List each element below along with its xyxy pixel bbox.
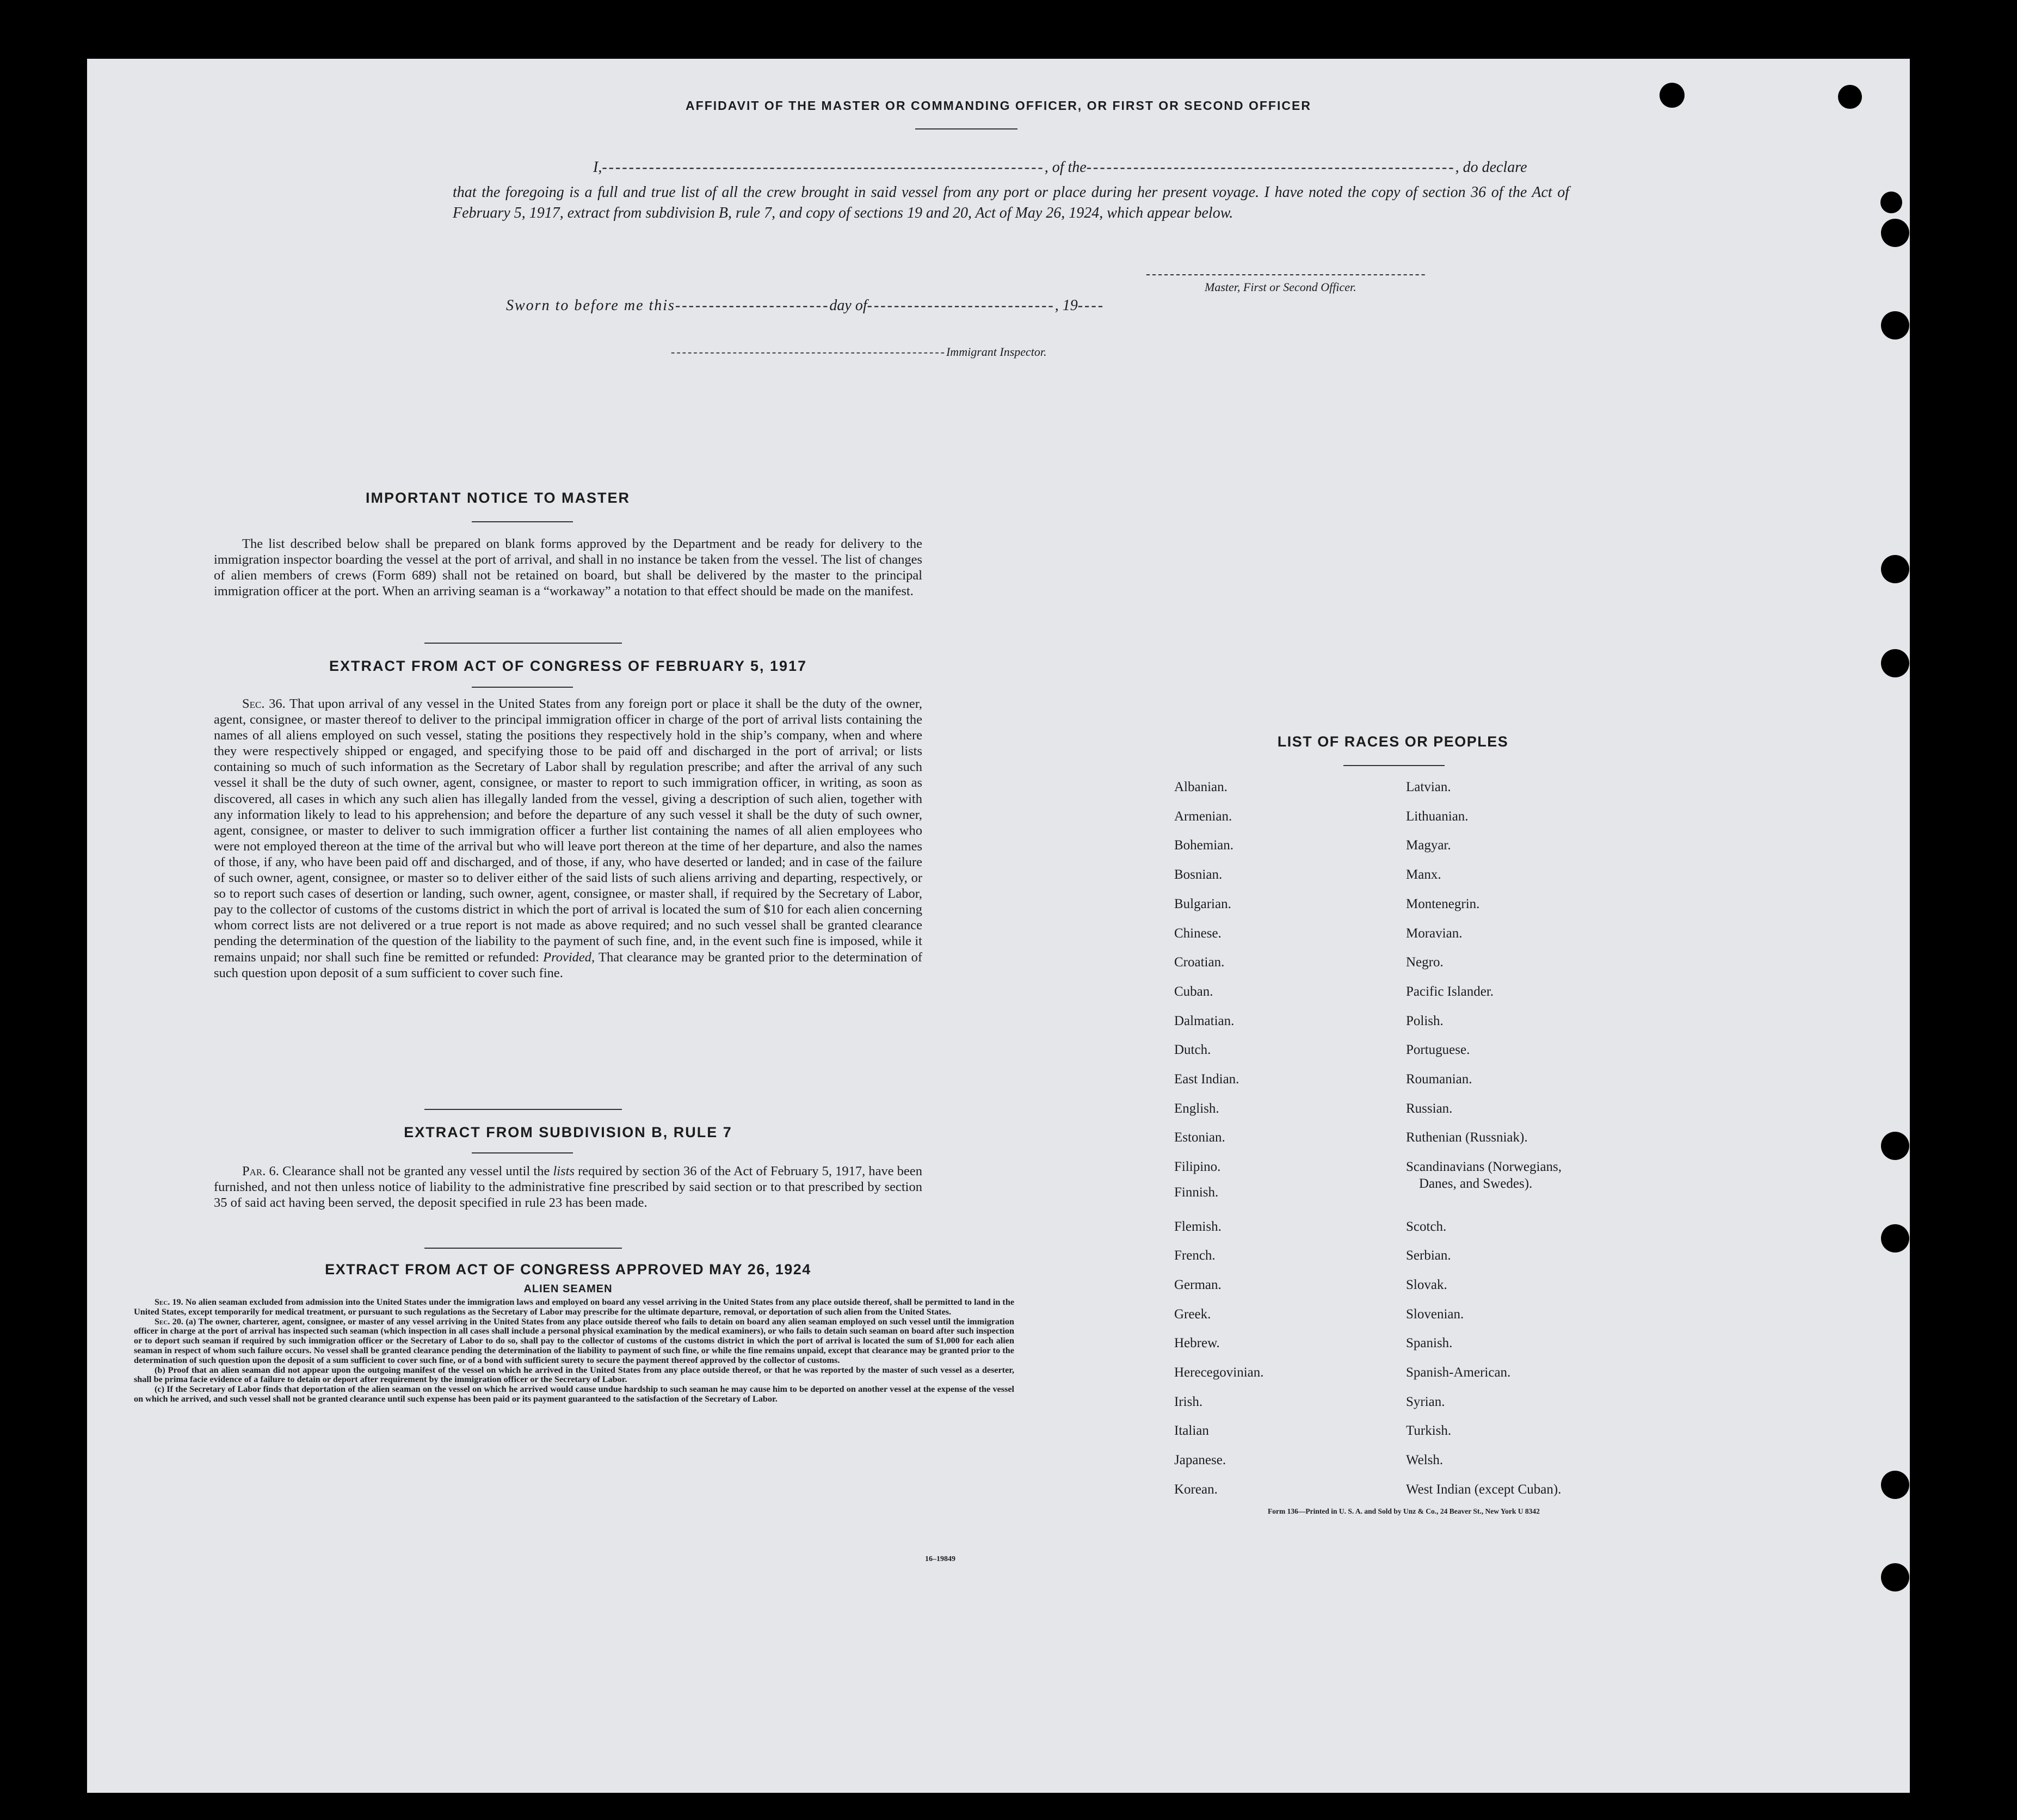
of-the-text: , of the bbox=[1044, 159, 1087, 176]
inspector-label: Immigrant Inspector. bbox=[946, 345, 1047, 359]
affidavit-declaration-line bbox=[503, 159, 1570, 176]
race-item: Scandinavians (Norwegians, bbox=[1406, 1159, 1562, 1175]
sworn-text: Sworn to before me this bbox=[506, 297, 675, 314]
race-item: Moravian. bbox=[1406, 926, 1463, 941]
binder-hole bbox=[1881, 649, 1909, 677]
race-item: Magyar. bbox=[1406, 838, 1451, 853]
race-item: Irish. bbox=[1174, 1394, 1203, 1409]
race-item: Greek. bbox=[1174, 1306, 1211, 1322]
race-item: Slovak. bbox=[1406, 1277, 1447, 1292]
sec-19-label: Sec. 19. bbox=[155, 1297, 183, 1307]
race-item: Flemish. bbox=[1174, 1219, 1222, 1234]
race-item: Estonian. bbox=[1174, 1130, 1225, 1145]
race-item: Montenegrin. bbox=[1406, 896, 1480, 911]
day-of-text: day of bbox=[829, 297, 867, 314]
inspector-line bbox=[671, 345, 1047, 359]
race-item: Serbian. bbox=[1406, 1248, 1451, 1263]
sec-20a-text: (a) The owner, charterer, agent, consignee, or master of any vessel arriving in the United States from any place outside thereof who fails to detain on board any alien seaman employed on such vessel until the immigration officer in charge at the port of arrival has inspected such seaman (which inspection in all cases shall include a personal physical examination by the medical examiners), or who fails to detain such seaman on board after such inspection or to deport such seaman if required by such immigration officer or the Secretary of Labor to do so, shall pay to the collector of customs of the customs district in which the port of arrival is located the sum of $1,000 for each alien seaman in respect of whom such failure occurs. No vessel shall be granted clearance pending the determination of the liability to payment of such fine, or while the fine remains unpaid, except that clearance may be granted prior to the determination of such question upon the deposit of a sum sufficient to cover such fine, or of a bond with sufficient surety to secure the payment thereof approved by the collector of customs. bbox=[134, 1316, 1015, 1365]
sec-20c-paragraph: (c) If the Secretary of Labor finds that deportation of the alien seaman on the vessel on which he arrived would cause undue hardship to such seaman he may cause him to be deported on another vessel at the expense of the vessel on which he arrived, and such vessel shall not be granted clearance until such expense has been paid or its payment guaranteed to the satisfaction of the Secretary of Labor. bbox=[134, 1384, 1014, 1404]
race-item: Spanish-American. bbox=[1406, 1365, 1511, 1380]
lists-word: lists bbox=[553, 1164, 575, 1179]
sworn-month-blank: ---------------------------- bbox=[867, 297, 1055, 314]
sworn-line bbox=[506, 297, 1105, 314]
form-number: 16–19849 bbox=[925, 1555, 955, 1563]
sec-19-text: No alien seaman excluded from admission into the United States under the immigration laws and employed on board any vessel arriving in the United States from any place outside thereof, shall be permitted to land in the United States, except temporarily for medical treatment, or pursuant to such regulations as the Secretary of Labor may prescribe for the ultimate departure, removal, or deportation of such alien from the United States. bbox=[134, 1297, 1015, 1317]
binder-hole bbox=[1881, 219, 1909, 247]
race-item: Negro. bbox=[1406, 955, 1444, 970]
signature-label: Master, First or Second Officer. bbox=[1205, 280, 1356, 294]
par-6-text-b: required by section 36 of the Act of February 5, 1917, have been furnished, and not then unless notice of liability to the administrative fine prescribed by said section or to that prescribed by section 35 of said act having been served, the deposit specified in rule 23 has been made. bbox=[214, 1164, 923, 1210]
section-divider bbox=[424, 643, 622, 644]
binder-hole bbox=[1880, 192, 1902, 213]
race-item: Bosnian. bbox=[1174, 867, 1223, 883]
race-item: Dutch. bbox=[1174, 1042, 1211, 1058]
signature-blank: ----------------------------------------------- bbox=[1146, 267, 1427, 281]
extract-1917-title: EXTRACT FROM ACT OF CONGRESS OF FEBRUARY 5, 1917 bbox=[329, 658, 807, 674]
printer-imprint: Form 136—Printed in U. S. A. and Sold by Unz & Co., 24 Beaver St., New York U 8342 bbox=[1268, 1507, 1540, 1515]
race-item: English. bbox=[1174, 1101, 1219, 1116]
races-title: LIST OF RACES OR PEOPLES bbox=[1277, 733, 1509, 750]
race-item: Slovenian. bbox=[1406, 1306, 1464, 1322]
par-6-label: Par. 6. bbox=[242, 1164, 279, 1179]
race-item: Filipino. bbox=[1174, 1159, 1221, 1175]
binder-hole bbox=[1881, 1132, 1909, 1160]
race-item: Croatian. bbox=[1174, 955, 1225, 970]
race-item: Hebrew. bbox=[1174, 1336, 1220, 1351]
alien-seamen-subtitle: ALIEN SEAMEN bbox=[523, 1283, 613, 1295]
race-item: Armenian. bbox=[1174, 809, 1232, 824]
race-item: Roumanian. bbox=[1406, 1072, 1472, 1087]
race-item: Scotch. bbox=[1406, 1219, 1447, 1234]
race-item: Manx. bbox=[1406, 867, 1441, 883]
race-item: Korean. bbox=[1174, 1482, 1218, 1497]
race-item: Pacific Islander. bbox=[1406, 984, 1494, 999]
sec-36-text: That upon arrival of any vessel in the United States from any foreign port or place it shall be the duty of the owner, agent, consignee, or master thereof to deliver to the principal immigration officer in charge of the port of arrival lists containing the names of all aliens employed on such vessel, stating the positions they respectively hold in the ship’s company, when and where they were respectively shipped or engaged, and specifying those to be paid off and discharged in the port of arrival; or lists containing so much of such information as the Secretary of Labor shall by regulation prescribe; and after the arrival of any such vessel it shall be the duty of such owner, agent, consignee, or master to report to such immigration officer, in writing, as soon as discovered, all cases in which any such alien has illegally landed from the vessel, giving a description of such alien, together with any information likely to lead to his apprehension; and before the departure of any such vessel it shall be the duty of such owner, agent, consignee, or master to deliver to such immigration officer a further list containing the names of all alien employees who were not employed thereon at the time of the arrival but who will leave port thereon at the time of her departure, and also the names of those, if any, who have been paid off and discharged, and of those, if any, who have deserted or landed; and in case of the failure of such owner, agent, consignee, or master so to deliver either of the said lists of such aliens arriving and departing, respectively, or so to report such cases of desertion or landing, such owner, agent, consignee, or master shall, if required by the Secretary of Labor, pay to the collector of customs of the customs district in which the port of arrival is located the sum of $10 for each alien concerning whom correct lists are not delivered or a true report is not made as above required; and no such vessel shall be granted clearance pending the determination of the question of the liability to the payment of such fine, and, in the event such fine is imposed, while it remains unpaid; nor shall such fine be remitted or refunded: bbox=[214, 696, 923, 965]
race-item: Finnish. bbox=[1174, 1185, 1219, 1200]
section-divider bbox=[424, 1248, 622, 1249]
sec-20-label: Sec. 20. bbox=[155, 1316, 183, 1327]
race-item: Cuban. bbox=[1174, 984, 1213, 999]
proviso-text: That clearance may be granted prior to the determination of such question upon deposit of a sum sufficient to cover such fine. bbox=[214, 949, 923, 980]
race-item: Lithuanian. bbox=[1406, 809, 1469, 824]
extract-1924-body bbox=[134, 1298, 1014, 1404]
race-item: Portuguese. bbox=[1406, 1042, 1470, 1058]
race-item: Bohemian. bbox=[1174, 838, 1234, 853]
race-item: Bulgarian. bbox=[1174, 896, 1231, 911]
notice-title-rule bbox=[472, 521, 573, 522]
race-item: Dalmatian. bbox=[1174, 1013, 1235, 1028]
notice-body: The list described below shall be prepared on blank forms approved by the Department and be ready for delivery to the immigration inspector boarding the vessel at the port of arrival, and shall in no instance be taken from the vessel. The list of changes of alien members of crews (Form 689) shall not be retained on board, but shall be delivered by the master to the principal immigration officer at the port. When an arriving seaman is a “workaway” a notation to that effect should be made on the manifest. bbox=[214, 536, 922, 599]
vessel-name-blank: ------------------------------------------------------- bbox=[1086, 159, 1455, 176]
year-prefix: , 19 bbox=[1054, 297, 1078, 314]
race-item: Spanish. bbox=[1406, 1336, 1453, 1351]
race-item: French. bbox=[1174, 1248, 1216, 1263]
race-item: Danes, and Swedes). bbox=[1419, 1176, 1533, 1192]
rule7-title: EXTRACT FROM SUBDIVISION B, RULE 7 bbox=[404, 1124, 732, 1140]
race-item: Welsh. bbox=[1406, 1453, 1444, 1468]
declarant-name-blank: ------------------------------------------------------------------ bbox=[602, 159, 1045, 176]
binder-hole bbox=[1660, 83, 1685, 108]
document-page bbox=[87, 59, 1910, 1793]
notice-title: IMPORTANT NOTICE TO MASTER bbox=[366, 490, 630, 506]
race-item: Russian. bbox=[1406, 1101, 1453, 1116]
binder-hole bbox=[1881, 555, 1909, 583]
race-item: German. bbox=[1174, 1277, 1222, 1292]
rule7-rule bbox=[472, 1152, 573, 1153]
race-item: Turkish. bbox=[1406, 1423, 1452, 1439]
race-item: Syrian. bbox=[1406, 1394, 1445, 1409]
section-divider bbox=[424, 1109, 622, 1110]
sec-19-paragraph bbox=[134, 1298, 1014, 1317]
par-6-text-a: Clearance shall not be granted any vessel until the bbox=[282, 1164, 550, 1179]
race-item: Herecegovinian. bbox=[1174, 1365, 1264, 1380]
do-declare-text: , do declare bbox=[1455, 159, 1527, 176]
binder-hole bbox=[1881, 1563, 1909, 1591]
extract-1917-body bbox=[214, 696, 922, 981]
rule7-body bbox=[214, 1163, 922, 1211]
race-item: East Indian. bbox=[1174, 1072, 1239, 1087]
title-underline bbox=[915, 128, 1017, 129]
race-item: Latvian. bbox=[1406, 780, 1451, 794]
race-item: Chinese. bbox=[1174, 926, 1222, 941]
extract-1917-rule bbox=[472, 687, 573, 688]
sec-20a-paragraph bbox=[134, 1317, 1014, 1366]
affidavit-title: AFFIDAVIT OF THE MASTER OR COMMANDING OFFICER, OR FIRST OR SECOND OFFICER bbox=[686, 98, 1311, 113]
sworn-day-blank: ----------------------- bbox=[675, 297, 830, 314]
binder-hole bbox=[1881, 1471, 1909, 1499]
declarant-prefix: I, bbox=[593, 159, 602, 176]
sec-20b-paragraph: (b) Proof that an alien seaman did not appear upon the outgoing manifest of the vessel on which he arrived in the United States from any place outside thereof, or that he was reported by the master of such vessel as a deserter, shall be prima facie evidence of a failure to detain or deport after requirement by the immigration officer or the Secretary of Labor. bbox=[134, 1365, 1014, 1385]
binder-hole bbox=[1881, 311, 1909, 340]
race-item: Ruthenian (Russniak). bbox=[1406, 1130, 1528, 1145]
proviso-word: Provided, bbox=[543, 949, 595, 965]
race-item: Albanian. bbox=[1174, 780, 1228, 794]
race-item: West Indian (except Cuban). bbox=[1406, 1482, 1562, 1497]
race-item: Japanese. bbox=[1174, 1453, 1226, 1468]
extract-1924-title: EXTRACT FROM ACT OF CONGRESS APPROVED MAY 26, 1924 bbox=[325, 1261, 811, 1278]
race-item: Polish. bbox=[1406, 1013, 1444, 1028]
inspector-blank: ------------------------------------------------- bbox=[671, 345, 946, 359]
year-blank: ---- bbox=[1077, 297, 1105, 314]
binder-hole bbox=[1881, 1224, 1909, 1253]
affidavit-body: that the foregoing is a full and true list of all the crew brought in said vessel from any port or place during her present voyage. I have noted the copy of section 36 of the Act of February 5, 1917, extract from subdivision B, rule 7, and copy of sections 19 and 20, Act of May 26, 1924, which appear below. bbox=[453, 184, 1569, 221]
sec-36-label: Sec. 36. bbox=[242, 696, 286, 711]
binder-hole bbox=[1838, 85, 1862, 109]
races-title-rule bbox=[1343, 765, 1445, 766]
race-item: Italian bbox=[1174, 1423, 1209, 1439]
